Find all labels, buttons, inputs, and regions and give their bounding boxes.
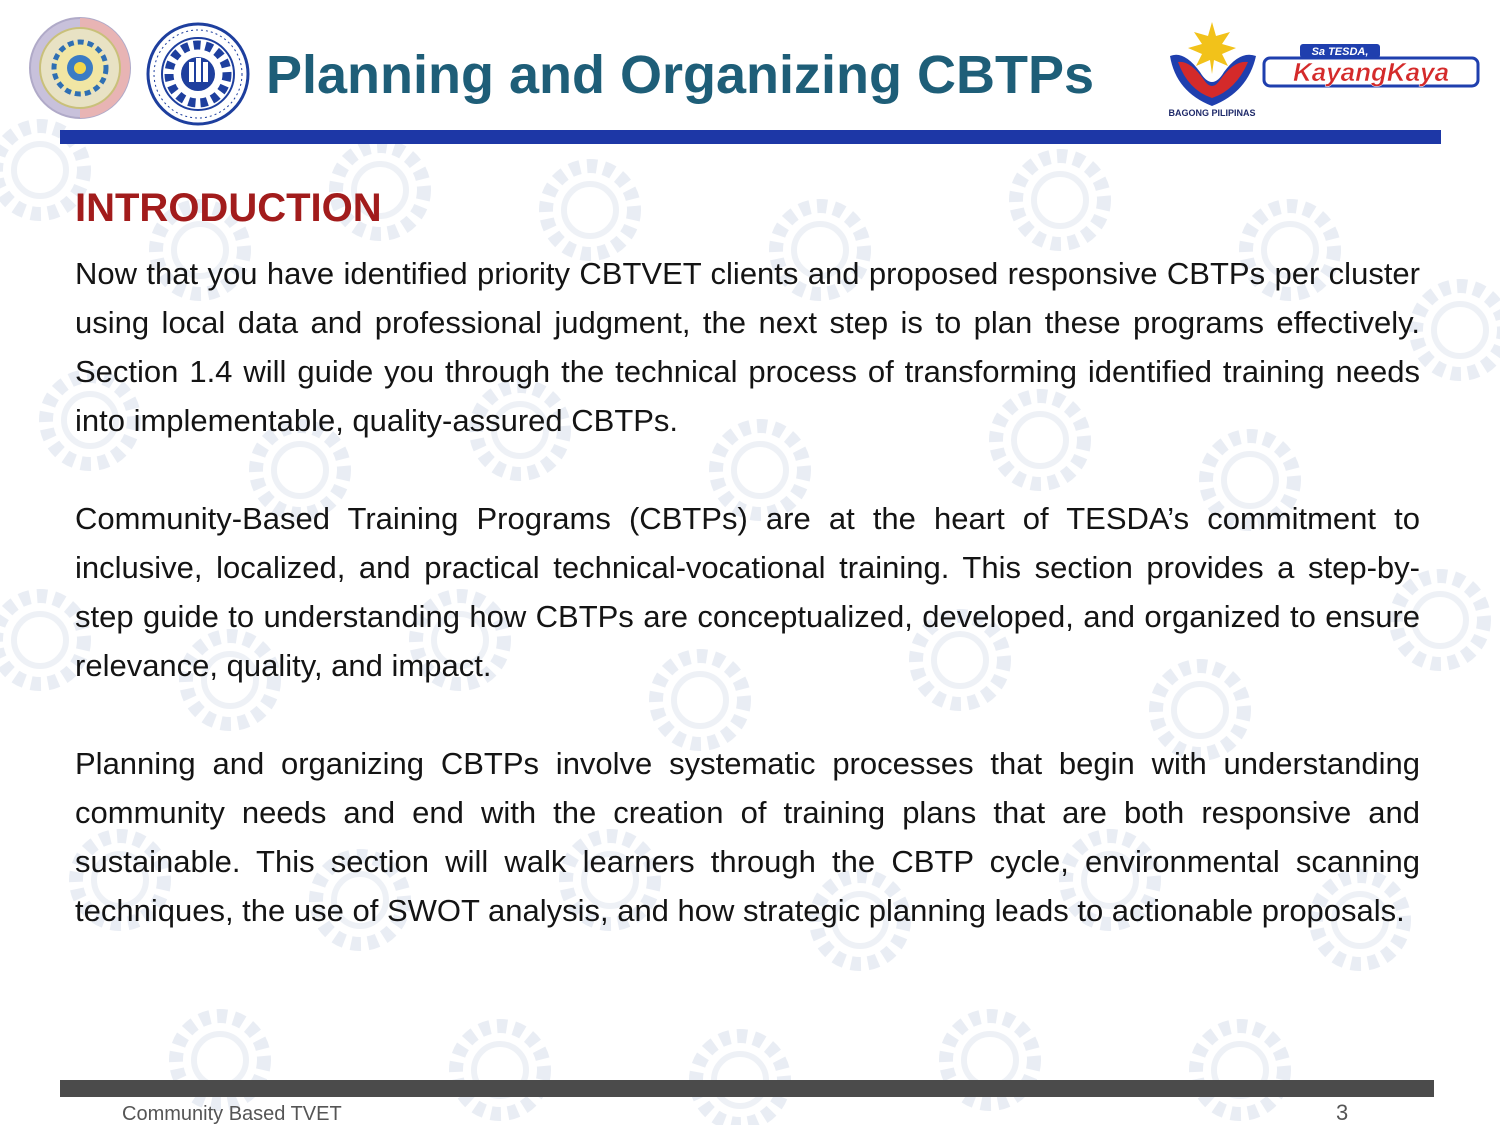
page-title: Planning and Organizing CBTPs <box>266 45 1095 105</box>
dole-seal-icon <box>28 16 132 120</box>
footer-divider <box>60 1080 1434 1097</box>
tesda-seal-icon <box>146 22 250 126</box>
section-heading: INTRODUCTION <box>75 186 382 230</box>
body-text <box>75 249 1420 984</box>
planning-process-paragraph: Planning and organizing CBTPs involve systematic processes that begin with understanding community needs and end with the creation of training plans that are both responsive and sustainable. This section will walk learners through the CBTP cycle, environmental scanning techniques, the use of SWOT analysis, and how strategic planning leads to actionable proposals. <box>75 746 1420 928</box>
bagong-pilipinas-logo-icon <box>1156 16 1268 120</box>
sa-tesda-kayang-kaya-logo-icon <box>1260 42 1482 90</box>
kayang-kaya-main-text: KayangKaya <box>1292 57 1450 87</box>
bagong-pilipinas-text: BAGONG PILIPINAS <box>1168 108 1256 118</box>
cbtp-definition-paragraph: Community-Based Training Programs (CBTPs) are at the heart of TESDA’s commitment to inclusive, localized, and practical technical-vocational training. This section provides a step-by-step guide to understanding how CBTPs are conceptualized, developed, and organized to ensure relevance, quality, and impact. <box>75 501 1420 683</box>
footer-label: Community Based TVET <box>122 1103 342 1125</box>
kayang-kaya-small-text: Sa TESDA, <box>1311 46 1369 58</box>
page-number: 3 <box>1336 1100 1349 1125</box>
intro-paragraph: Now that you have identified priority CBTVET clients and proposed responsive CBTPs per cluster using local data and professional judgment, the next step is to plan these programs effectively. Section 1.4 will guide you through the technical process of transforming identified training needs into implementable, quality-assured CBTPs. <box>75 256 1420 438</box>
header-divider <box>60 130 1441 144</box>
